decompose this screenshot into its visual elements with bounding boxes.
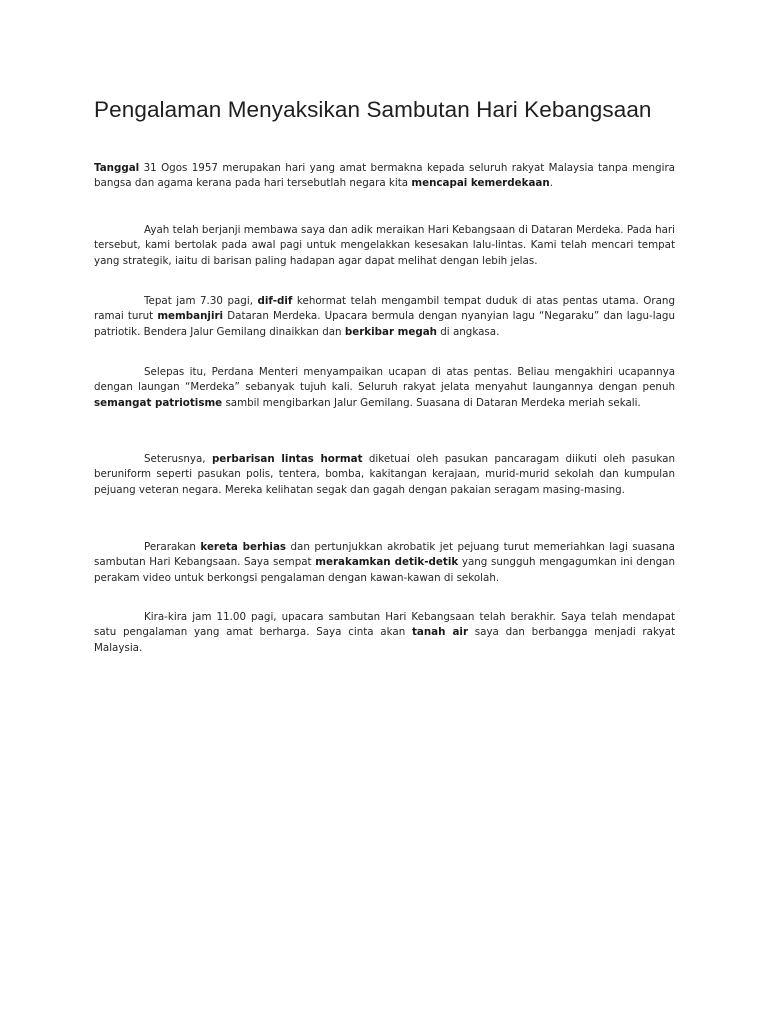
text-segment: saya dan berbangga menjadi rakyat Malaysia.: [94, 626, 676, 654]
text-segment: Perarakan: [144, 541, 201, 553]
text-segment-bold: perbarisan lintas hormat: [211, 453, 363, 465]
text-segment-bold: tanah air: [411, 626, 469, 639]
text-segment-bold: mencapai kemerdekaan: [411, 177, 550, 190]
document-title: Pengalaman Menyaksikan Sambutan Hari Kebangsaan: [94, 97, 652, 122]
text-segment: .: [549, 177, 553, 190]
text-segment: Selepas itu, Perdana Menteri menyampaikan ucapan di atas pentas. Beliau mengakhiri ucapannya dengan laungan “Merdeka” sebanyak tujuh kali. Seluruh rakyat jelata menyahut laungannya dengan penuh: [94, 366, 675, 394]
text-segment: sambil mengibarkan Jalur Gemilang. Suasana di Dataran Merdeka meriah sekali.: [222, 396, 641, 409]
text-segment-bold: semangat patriotisme: [94, 396, 223, 409]
paragraph-2: [94, 223, 675, 269]
text-segment: 31 Ogos 1957 merupakan hari yang amat bermakna kepada seluruh rakyat Malaysia tanpa mengira bangsa dan agama kerana pada hari tersebutlah negara kita: [94, 162, 675, 190]
text-segment: diketuai oleh pasukan pancaragam diikuti oleh pasukan beruniform seperti pasukan polis, tentera, bomba, kakitangan kerajaan, murid-murid sekolah dan kumpulan pejuang veteran negara. Mereka kelihatan segak dan gagah dengan pakaian seragam masing-masing.: [94, 453, 675, 496]
text-segment: di angkasa.: [437, 325, 500, 338]
text-segment: dan pertunjukkan akrobatik jet pejuang turut memeriahkan lagi suasana sambutan Hari Kebangsaan. Saya sempat: [94, 541, 675, 569]
text-segment-bold: Tanggal: [94, 162, 140, 174]
paragraph-5: [94, 452, 675, 498]
text-segment: yang sungguh mengagumkan ini dengan perakam video untuk berkongsi pengalaman dengan kawan-kawan di sekolah.: [94, 556, 676, 584]
paragraph-4: [94, 365, 675, 411]
text-segment: Tepat jam 7.30 pagi,: [144, 295, 258, 307]
text-segment-bold: berkibar megah: [344, 325, 437, 338]
text-segment-bold: membanjiri: [157, 310, 224, 323]
paragraph-3: [94, 294, 675, 340]
text-segment-bold: dif-dif: [257, 295, 293, 307]
paragraph-1: [94, 161, 675, 192]
text-segment-bold: merakamkan detik-detik: [315, 556, 459, 569]
paragraph-7: [94, 610, 675, 656]
text-segment: Ayah telah berjanji membawa saya dan adik meraikan Hari Kebangsaan di Dataran Merdeka. Pada hari tersebut, kami bertolak pada awal pagi untuk mengelakkan kesesakan lalu-lintas. Kami telah mencari tempat yang strategik, iaitu di barisan paling hadapan agar dapat melihat dengan lebih jelas.: [94, 224, 675, 267]
text-segment: kehormat telah mengambil tempat duduk di atas pentas utama. Orang ramai turut: [94, 295, 675, 323]
text-segment-bold: kereta berhias: [200, 541, 287, 553]
paragraph-6: [94, 540, 675, 586]
text-segment: Dataran Merdeka. Upacara bermula dengan nyanyian lagu “Negaraku” dan lagu-lagu patriotik. Bendera Jalur Gemilang dinaikkan dan: [94, 310, 675, 338]
text-segment: Kira-kira jam 11.00 pagi, upacara sambutan Hari Kebangsaan telah berakhir. Saya telah mendapat satu pengalaman yang amat berharga. Saya cinta akan: [94, 611, 675, 639]
text-segment: Seterusnya,: [144, 453, 212, 465]
